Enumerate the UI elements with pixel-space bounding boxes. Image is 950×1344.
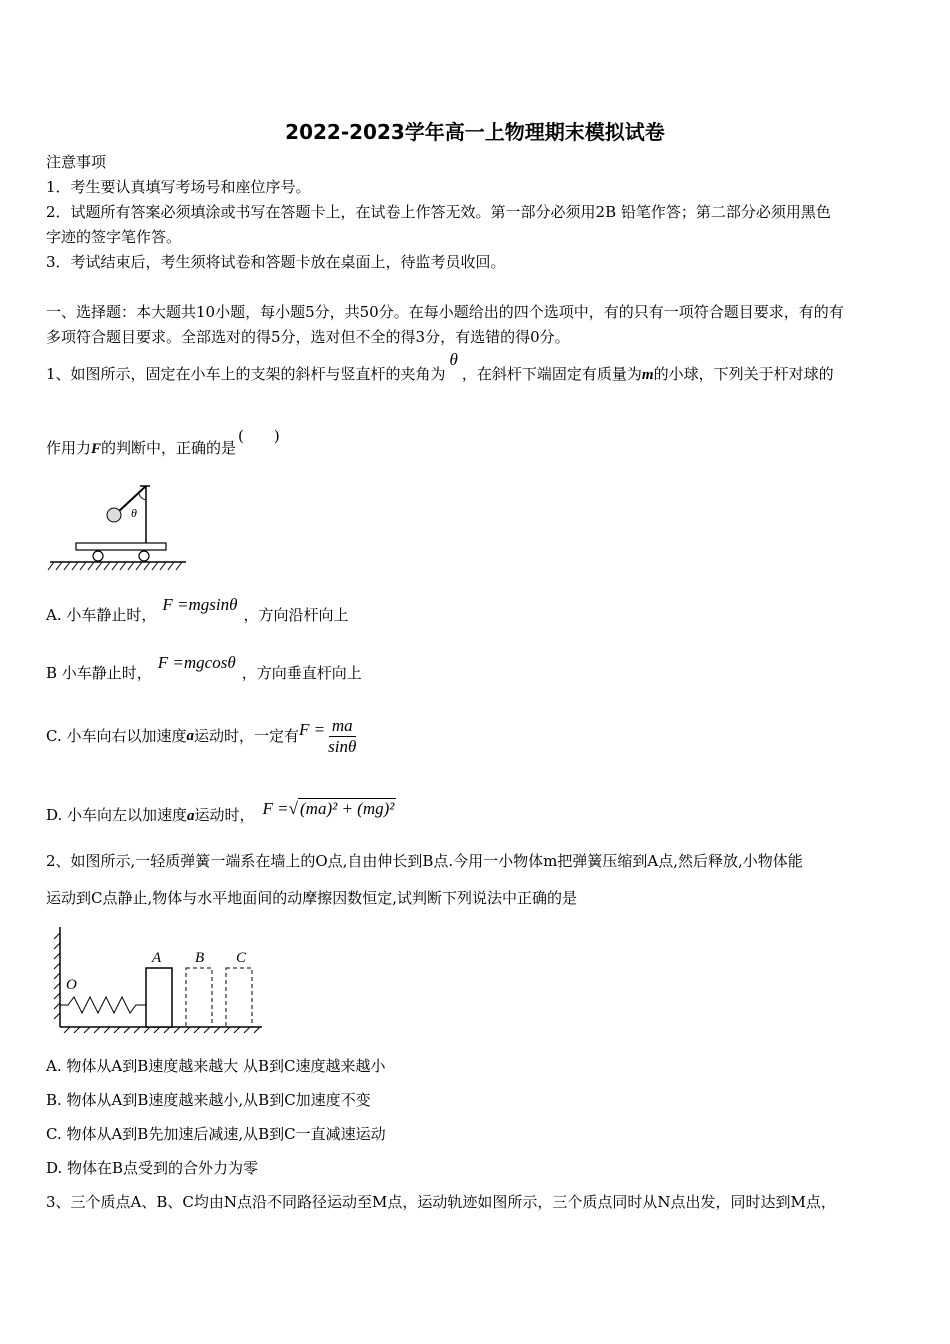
q1-option-d-lhs: F = <box>262 799 289 818</box>
q3-stem-line1: 3、三个质点A、B、C均由N点沿不同路径运动至M点，运动轨迹如图所示，三个质点同时从N点出发，同时达到M点， <box>46 1193 836 1211</box>
q1-option-c-fraction <box>325 716 359 757</box>
q1-cart-figure <box>46 478 192 576</box>
notice-heading: 注意事项 <box>46 153 107 171</box>
q2-wall-hatching <box>54 933 60 1019</box>
q1-stem-text-e: 的判断中，正确的是 <box>101 439 237 457</box>
section-instructions-line1: 一、选择题：本大题共10小题，每小题5分，共50分。在每小题给出的四个选项中，有的只有一项符合题目要求，有的有 <box>46 303 844 321</box>
q1-stem-text-a: 1、如图所示，固定在小车上的支架的斜杆与竖直杆的夹角为 <box>46 365 446 383</box>
notice-item-2-cont: 字迹的签字笔作答。 <box>46 228 182 246</box>
q2-option-d: D. 物体在B点受到的合外力为零 <box>46 1159 259 1177</box>
q1-option-c-text: 运动时，一定有 <box>193 727 299 745</box>
q1-option-d-formula: F =√ (ma)² + (mg)² <box>262 799 395 818</box>
q2-option-b: B. 物体从A到B速度越来越小,从B到C加速度不变 <box>46 1091 371 1109</box>
q1-option-d <box>46 799 396 826</box>
section-instructions-line2: 多项符合题目要求。全部选对的得5分，选对但不全的得3分，有选错的得0分。 <box>46 328 570 346</box>
q1-option-a-label: A. 小车静止时， <box>46 606 157 624</box>
q1-cart-body <box>76 543 166 550</box>
notice-item-2: 2．试题所有答案必须填涂或书写在答题卡上，在试卷上作答无效。第一部分必须用2B 铅笔作答；第二部分必须用黑色 <box>46 203 831 221</box>
notice-item-1: 1．考生要认真填写考场号和座位序号。 <box>46 178 311 196</box>
notice-item-3: 3．考试结束后，考生须将试卷和答题卡放在桌面上，待监考员收回。 <box>46 253 506 271</box>
q1-figure-theta-label: θ <box>131 506 137 520</box>
q1-option-d-text: 运动时， <box>194 806 255 824</box>
q1-stem-line2 <box>46 427 280 459</box>
q1-option-c-accel: a <box>186 728 194 744</box>
q2-label-O: O <box>66 977 77 993</box>
q1-option-c <box>46 712 359 760</box>
q2-option-a: A. 物体从A到B速度越来越大 从B到C速度越来越小 <box>46 1057 386 1075</box>
q2-label-C: C <box>236 950 247 966</box>
q2-option-c: C. 物体从A到B先加速后减速,从B到C一直减速运动 <box>46 1125 386 1143</box>
q2-block-B <box>186 968 212 1027</box>
q1-option-c-lhs: F = <box>299 720 326 739</box>
page-title: 2022-2023学年高一上物理期末模拟试卷 <box>285 120 665 144</box>
q1-option-d-accel: a <box>187 808 195 824</box>
q2-spring-figure <box>50 925 265 1033</box>
q1-cart-wheel-right <box>139 551 149 561</box>
q1-option-b-text: ，方向垂直杆向上 <box>241 664 362 682</box>
q2-stem-line2: 运动到C点静止,物体与水平地面间的动摩擦因数恒定,试判断下列说法中正确的是 <box>46 889 578 907</box>
q1-option-b-formula: F =mgcosθ <box>157 653 236 672</box>
q1-force-symbol: F <box>91 441 102 457</box>
q2-spring <box>60 997 146 1013</box>
q2-block-A <box>146 968 172 1027</box>
q1-option-d-radicand: (ma)² + (mg)² <box>300 799 395 818</box>
q1-stem-line1 <box>46 350 834 385</box>
q2-ground-hatching <box>64 1027 260 1033</box>
q1-option-c-label: C. 小车向右以加速度 <box>46 727 187 745</box>
q1-option-a <box>46 595 349 625</box>
q1-mass-symbol: m <box>641 367 654 383</box>
q1-cart-wheel-left <box>93 551 103 561</box>
q1-stem-text-c: 的小球，下列关于杆对球的 <box>653 365 834 383</box>
q1-option-a-text: ，方向沿杆向上 <box>243 606 349 624</box>
q1-stem-text-b: ，在斜杆下端固定有质量为 <box>461 365 642 383</box>
q1-option-d-label: D. 小车向左以加速度 <box>46 806 188 824</box>
q1-ball <box>107 508 121 522</box>
q1-option-b <box>46 653 362 683</box>
q1-theta-symbol: θ <box>449 350 458 369</box>
q1-option-a-formula: F =mgsinθ <box>162 595 238 614</box>
q1-answer-paren: ( ) <box>238 427 280 445</box>
q1-stem-text-d: 作用力 <box>46 439 92 457</box>
q2-label-B: B <box>195 950 205 966</box>
q1-option-c-numerator: ma <box>329 716 356 737</box>
q2-label-A: A <box>152 950 162 966</box>
q1-ground-hatching <box>48 562 182 570</box>
q1-option-c-denominator: sinθ <box>328 736 357 756</box>
q1-option-b-label: B 小车静止时， <box>46 664 152 682</box>
q2-stem-line1: 2、如图所示,一轻质弹簧一端系在墙上的O点,自由伸长到B点.今用一小物体m把弹簧压缩到A点,然后释放,小物体能 <box>46 852 803 870</box>
q2-block-C <box>226 968 252 1027</box>
